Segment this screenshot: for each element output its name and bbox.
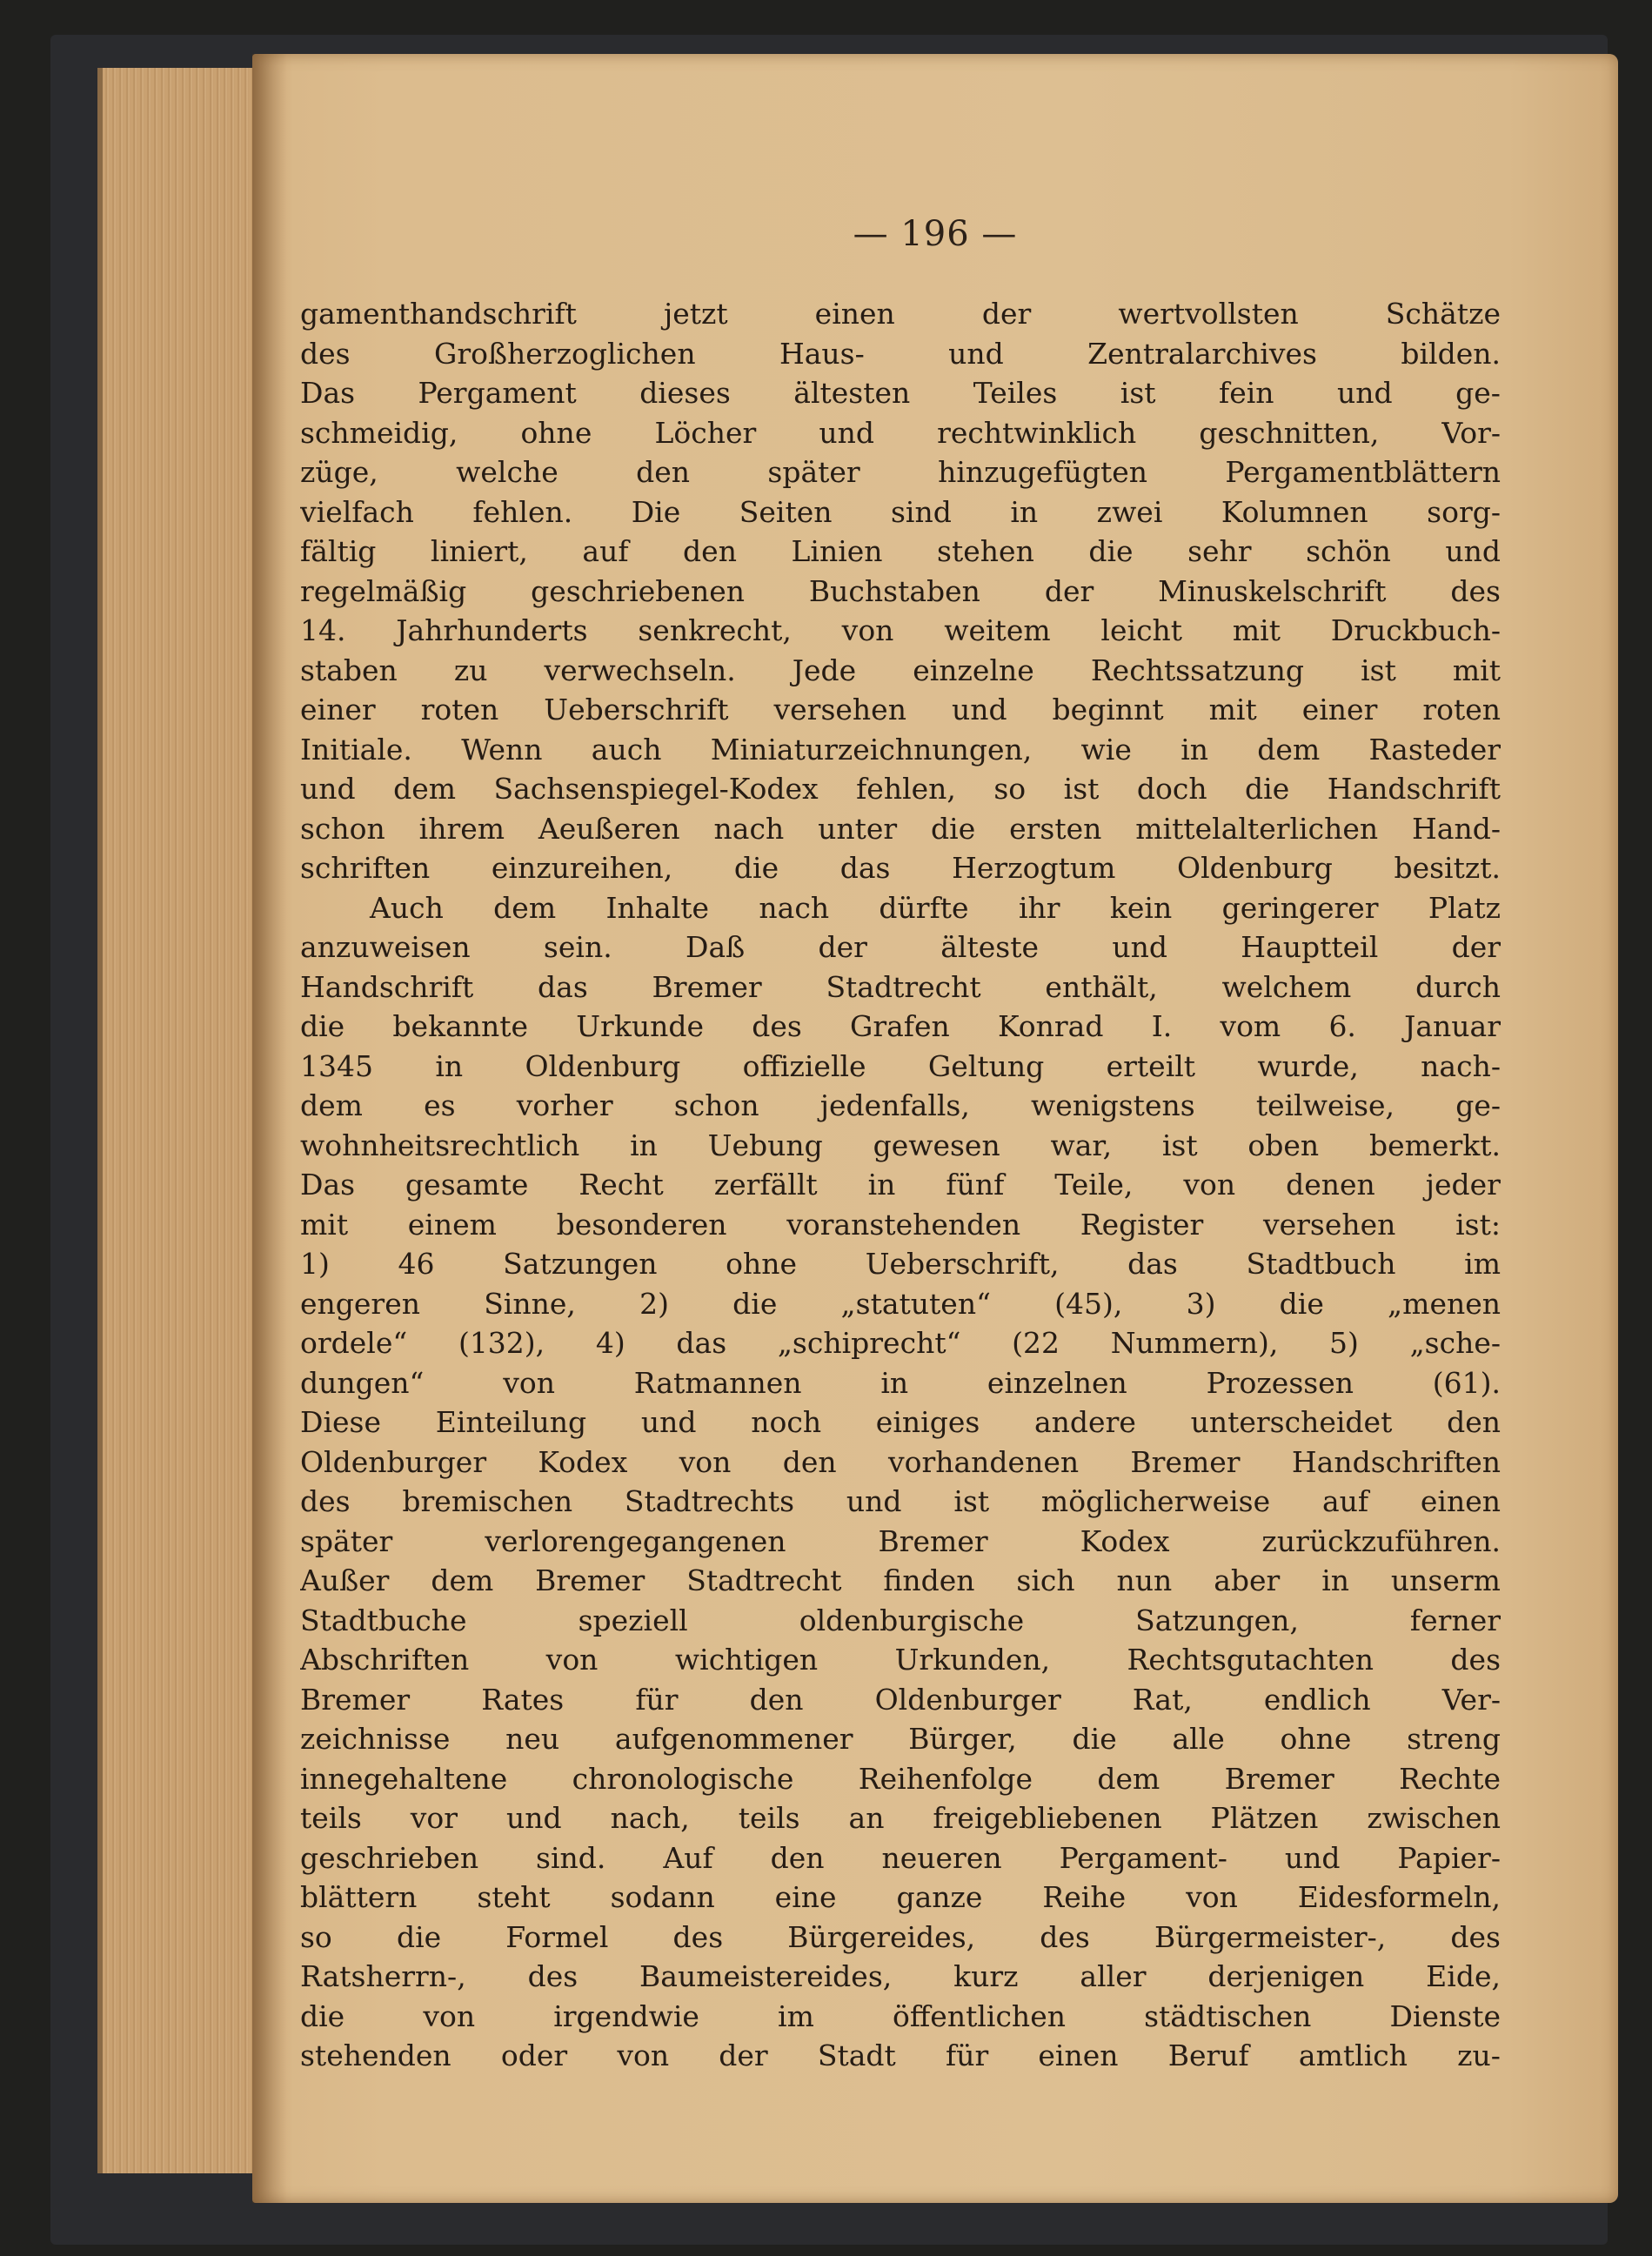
text-line: so die Formel des Bürgereides, des Bürgermeister-, des	[300, 1919, 1501, 1954]
body-text	[300, 294, 1501, 2076]
text-line: mit einem besonderen voranstehenden Register versehen ist:	[300, 1207, 1501, 1242]
text-line: stehenden oder von der Stadt für einen Beruf amtlich zu-	[300, 2038, 1501, 2072]
text-line: schon ihrem Aeußeren nach unter die ersten mittelalterlichen Hand-	[300, 811, 1501, 846]
text-line: zeichnisse neu aufgenommener Bürger, die alle ohne streng	[300, 1722, 1501, 1756]
text-line: schriften einzureihen, die das Herzogtum Oldenburg besitzt.	[300, 851, 1501, 885]
text-line: blättern steht sodann eine ganze Reihe von Eidesformeln,	[300, 1880, 1501, 1914]
text-line: 14. Jahrhunderts senkrecht, von weitem leicht mit Druckbuch-	[300, 613, 1501, 647]
text-line: Diese Einteilung und noch einiges andere unterscheidet den	[300, 1405, 1501, 1439]
text-line: ordele“ (132), 4) das „schiprecht“ (22 Nummern), 5) „sche-	[300, 1326, 1501, 1360]
text-line: 1) 46 Satzungen ohne Ueberschrift, das Stadtbuch im	[300, 1247, 1501, 1281]
text-line: innegehaltene chronologische Reihenfolge dem Bremer Rechte	[300, 1761, 1501, 1796]
text-line: gamenthandschrift jetzt einen der wertvollsten Schätze	[300, 297, 1501, 331]
text-line: Initiale. Wenn auch Miniaturzeichnungen, wie in dem Rasteder	[300, 732, 1501, 767]
text-line: des bremischen Stadtrechts und ist möglicherweise auf einen	[300, 1484, 1501, 1518]
text-line: 1345 in Oldenburg offizielle Geltung erteilt wurde, nach-	[300, 1048, 1501, 1083]
text-line: anzuweisen sein. Daß der älteste und Hauptteil der	[300, 930, 1501, 964]
text-line: Außer dem Bremer Stadtrecht finden sich nun aber in unserm	[300, 1563, 1501, 1597]
text-line: staben zu verwechseln. Jede einzelne Rechtssatzung ist mit	[300, 653, 1501, 687]
text-line: vielfach fehlen. Die Seiten sind in zwei Kolumnen sorg-	[300, 494, 1501, 529]
text-line: die bekannte Urkunde des Grafen Konrad I. vom 6. Januar	[300, 1009, 1501, 1043]
text-line: Das gesamte Recht zerfällt in fünf Teile, von denen jeder	[300, 1168, 1501, 1202]
text-line: Abschriften von wichtigen Urkunden, Rechtsgutachten des	[300, 1643, 1501, 1677]
text-line: Bremer Rates für den Oldenburger Rat, endlich Ver-	[300, 1682, 1501, 1717]
text-line: des Großherzoglichen Haus- und Zentralarchives bilden.	[300, 336, 1501, 371]
text-line: geschrieben sind. Auf den neueren Pergament- und Papier-	[300, 1840, 1501, 1875]
text-line: die von irgendwie im öffentlichen städtischen Dienste	[300, 1998, 1501, 2033]
text-line: Stadtbuche speziell oldenburgische Satzungen, ferner	[300, 1603, 1501, 1637]
text-line: Ratsherrn-, des Baumeistereides, kurz aller derjenigen Eide,	[300, 1959, 1501, 1993]
text-line: züge, welche den später hinzugefügten Pergamentblättern	[300, 455, 1501, 489]
text-line: Handschrift das Bremer Stadtrecht enthält, welchem durch	[300, 969, 1501, 1004]
text-line: einer roten Ueberschrift versehen und beginnt mit einer roten	[300, 693, 1501, 726]
text-line: dungen“ von Ratmannen in einzelnen Prozessen (61).	[300, 1365, 1501, 1400]
text-line: engeren Sinne, 2) die „statuten“ (45), 3) die „menen	[300, 1286, 1501, 1321]
text-line: Oldenburger Kodex von den vorhandenen Bremer Handschriften	[300, 1444, 1501, 1479]
text-line: Das Pergament dieses ältesten Teiles ist fein und ge-	[300, 376, 1501, 410]
text-line: schmeidig, ohne Löcher und rechtwinklich geschnitten, Vor-	[300, 415, 1501, 450]
text-line: wohnheitsrechtlich in Uebung gewesen war, ist oben bemerkt.	[300, 1128, 1501, 1162]
page-edges	[97, 68, 268, 2173]
text-line: Auch dem Inhalte nach dürfte ihr kein geringerer Platz	[370, 890, 1501, 925]
text-line: fältig liniert, auf den Linien stehen die sehr schön und	[300, 534, 1501, 568]
text-line: und dem Sachsenspiegel-Kodex fehlen, so ist doch die Handschrift	[300, 772, 1501, 806]
text-line: regelmäßig geschriebenen Buchstaben der Minuskelschrift des	[300, 573, 1501, 608]
text-line: teils vor und nach, teils an freigebliebenen Plätzen zwischen	[300, 1801, 1501, 1835]
text-line: später verlorengegangenen Bremer Kodex zurückzuführen.	[300, 1523, 1501, 1558]
text-line: dem es vorher schon jedenfalls, wenigstens teilweise, ge-	[300, 1088, 1501, 1122]
gutter-shadow	[252, 54, 287, 2203]
page-number: — 196 —	[853, 214, 1018, 254]
